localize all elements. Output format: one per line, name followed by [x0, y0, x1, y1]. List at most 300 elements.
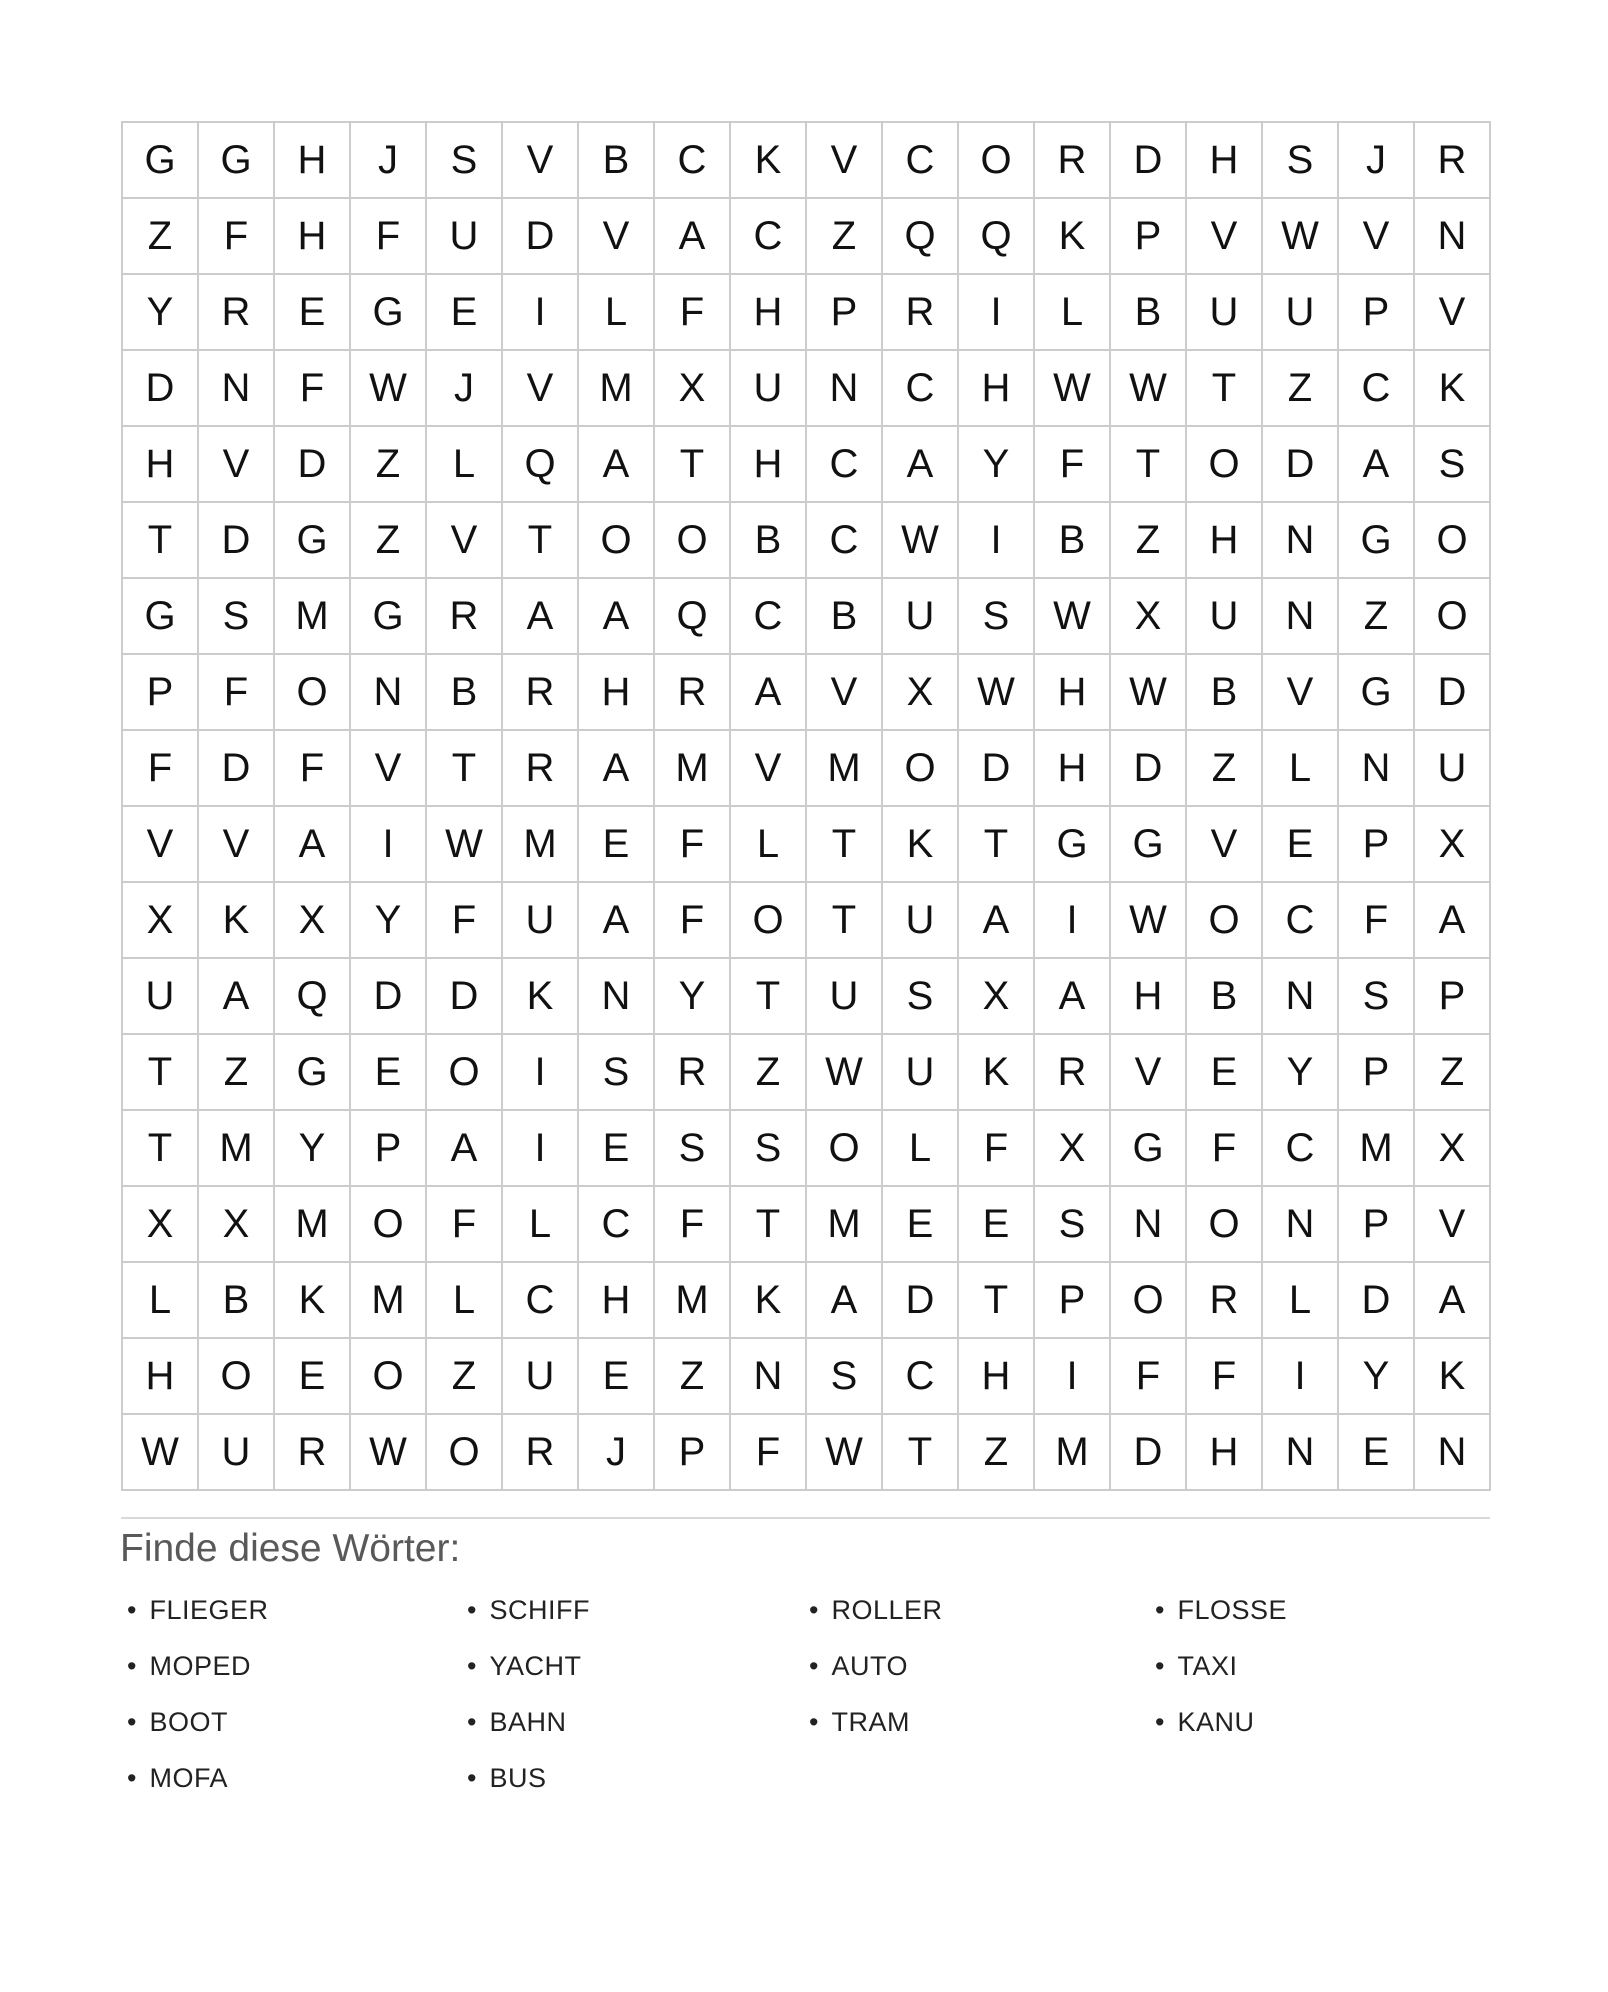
- grid-cell: D: [959, 731, 1035, 807]
- grid-cell: A: [731, 655, 807, 731]
- word-item: [1155, 1707, 1507, 1738]
- grid-cell: L: [883, 1111, 959, 1187]
- grid-cell: R: [1035, 1035, 1111, 1111]
- grid-cell: N: [579, 959, 655, 1035]
- grid-cell: A: [1415, 883, 1491, 959]
- grid-cell: R: [655, 655, 731, 731]
- grid-cell: L: [503, 1187, 579, 1263]
- grid-cell: V: [1415, 275, 1491, 351]
- grid-cell: K: [731, 1263, 807, 1339]
- grid-cell: W: [959, 655, 1035, 731]
- grid-cell: D: [1339, 1263, 1415, 1339]
- grid-cell: Z: [1187, 731, 1263, 807]
- grid-cell: T: [731, 1187, 807, 1263]
- bullet-icon: •: [127, 1594, 137, 1625]
- grid-cell: G: [351, 275, 427, 351]
- word-item: [467, 1707, 809, 1738]
- bullet-icon: •: [467, 1594, 477, 1625]
- grid-cell: T: [959, 1263, 1035, 1339]
- grid-cell: X: [199, 1187, 275, 1263]
- grid-cell: V: [503, 123, 579, 199]
- grid-cell: D: [199, 731, 275, 807]
- grid-cell: L: [1263, 731, 1339, 807]
- grid-cell: I: [503, 1111, 579, 1187]
- grid-cell: A: [579, 883, 655, 959]
- grid-cell: N: [1263, 1415, 1339, 1491]
- grid-cell: V: [199, 427, 275, 503]
- grid-cell: A: [275, 807, 351, 883]
- grid-cell: F: [655, 883, 731, 959]
- grid-cell: L: [427, 427, 503, 503]
- grid-cell: F: [731, 1415, 807, 1491]
- grid-cell: K: [959, 1035, 1035, 1111]
- grid-cell: V: [1187, 807, 1263, 883]
- grid-cell: V: [503, 351, 579, 427]
- grid-cell: T: [959, 807, 1035, 883]
- grid-cell: V: [427, 503, 503, 579]
- grid-cell: Z: [807, 199, 883, 275]
- grid-cell: B: [1187, 959, 1263, 1035]
- word-label: KANU: [1177, 1706, 1255, 1737]
- grid-cell: F: [1035, 427, 1111, 503]
- grid-cell: Q: [275, 959, 351, 1035]
- grid-cell: U: [503, 883, 579, 959]
- grid-cell: V: [123, 807, 199, 883]
- grid-cell: I: [503, 275, 579, 351]
- grid-cell: F: [427, 1187, 503, 1263]
- grid-cell: W: [1111, 655, 1187, 731]
- grid-cell: Y: [123, 275, 199, 351]
- bullet-icon: •: [127, 1706, 137, 1737]
- grid-cell: R: [1415, 123, 1491, 199]
- grid-cell: O: [351, 1187, 427, 1263]
- grid-cell: D: [1111, 123, 1187, 199]
- grid-cell: A: [427, 1111, 503, 1187]
- grid-cell: A: [655, 199, 731, 275]
- grid-cell: D: [1415, 655, 1491, 731]
- grid-cell: F: [427, 883, 503, 959]
- grid-cell: C: [503, 1263, 579, 1339]
- grid-cell: R: [503, 1415, 579, 1491]
- grid-cell: C: [883, 1339, 959, 1415]
- grid-cell: P: [1339, 275, 1415, 351]
- grid-cell: W: [1111, 883, 1187, 959]
- grid-cell: Z: [1111, 503, 1187, 579]
- grid-cell: G: [275, 503, 351, 579]
- bullet-icon: •: [467, 1706, 477, 1737]
- bullet-icon: •: [1155, 1650, 1165, 1681]
- grid-cell: S: [1415, 427, 1491, 503]
- grid-cell: F: [655, 1187, 731, 1263]
- grid-cell: M: [199, 1111, 275, 1187]
- grid-cell: G: [1339, 503, 1415, 579]
- bullet-icon: •: [127, 1762, 137, 1793]
- grid-cell: P: [807, 275, 883, 351]
- grid-cell: M: [275, 1187, 351, 1263]
- grid-cell: O: [883, 731, 959, 807]
- word-label: BOOT: [149, 1706, 228, 1737]
- grid-cell: C: [1263, 883, 1339, 959]
- word-label: FLIEGER: [149, 1594, 269, 1625]
- grid-cell: D: [275, 427, 351, 503]
- grid-cell: N: [1263, 503, 1339, 579]
- grid-cell: L: [427, 1263, 503, 1339]
- word-item: [809, 1595, 1155, 1626]
- grid-cell: T: [503, 503, 579, 579]
- grid-cell: R: [883, 275, 959, 351]
- bullet-icon: •: [467, 1762, 477, 1793]
- grid-cell: P: [1339, 1035, 1415, 1111]
- grid-cell: A: [959, 883, 1035, 959]
- grid-cell: I: [959, 503, 1035, 579]
- grid-cell: Y: [655, 959, 731, 1035]
- grid-cell: E: [427, 275, 503, 351]
- grid-cell: Y: [1339, 1339, 1415, 1415]
- grid-cell: U: [503, 1339, 579, 1415]
- grid-cell: I: [1035, 1339, 1111, 1415]
- bullet-icon: •: [809, 1594, 819, 1625]
- grid-cell: O: [1415, 503, 1491, 579]
- grid-cell: G: [123, 579, 199, 655]
- grid-cell: H: [1187, 503, 1263, 579]
- grid-cell: E: [275, 275, 351, 351]
- grid-cell: X: [655, 351, 731, 427]
- grid-cell: Q: [959, 199, 1035, 275]
- word-item: [809, 1651, 1155, 1682]
- word-label: ROLLER: [831, 1594, 943, 1625]
- grid-cell: J: [351, 123, 427, 199]
- grid-cell: B: [1187, 655, 1263, 731]
- grid-cell: H: [579, 655, 655, 731]
- grid-cell: E: [579, 1111, 655, 1187]
- word-label: BAHN: [489, 1706, 567, 1737]
- grid-cell: S: [655, 1111, 731, 1187]
- grid-cell: T: [731, 959, 807, 1035]
- grid-cell: C: [731, 199, 807, 275]
- grid-cell: F: [275, 351, 351, 427]
- word-label: BUS: [489, 1762, 547, 1793]
- grid-cell: E: [579, 807, 655, 883]
- grid-cell: Q: [883, 199, 959, 275]
- word-label: TRAM: [831, 1706, 910, 1737]
- grid-cell: H: [1035, 655, 1111, 731]
- grid-cell: P: [1035, 1263, 1111, 1339]
- grid-cell: O: [807, 1111, 883, 1187]
- grid-cell: U: [1263, 275, 1339, 351]
- grid-cell: F: [123, 731, 199, 807]
- grid-cell: T: [427, 731, 503, 807]
- grid-cell: V: [1339, 199, 1415, 275]
- grid-cell: I: [351, 807, 427, 883]
- grid-cell: H: [959, 1339, 1035, 1415]
- grid-cell: O: [1111, 1263, 1187, 1339]
- grid-cell: K: [883, 807, 959, 883]
- grid-cell: O: [1415, 579, 1491, 655]
- bullet-icon: •: [1155, 1594, 1165, 1625]
- grid-cell: K: [503, 959, 579, 1035]
- grid-cell: X: [1415, 1111, 1491, 1187]
- grid-cell: V: [731, 731, 807, 807]
- grid-cell: X: [123, 883, 199, 959]
- grid-cell: L: [1263, 1263, 1339, 1339]
- grid-cell: U: [883, 883, 959, 959]
- grid-cell: P: [1111, 199, 1187, 275]
- grid-cell: V: [351, 731, 427, 807]
- grid-cell: Y: [1263, 1035, 1339, 1111]
- grid-cell: A: [579, 427, 655, 503]
- grid-cell: C: [731, 579, 807, 655]
- grid-cell: F: [1187, 1339, 1263, 1415]
- grid-cell: R: [655, 1035, 731, 1111]
- grid-cell: Z: [199, 1035, 275, 1111]
- grid-cell: A: [1339, 427, 1415, 503]
- grid-cell: H: [579, 1263, 655, 1339]
- grid-cell: N: [199, 351, 275, 427]
- grid-cell: H: [1111, 959, 1187, 1035]
- grid-cell: U: [883, 1035, 959, 1111]
- grid-cell: V: [1111, 1035, 1187, 1111]
- grid-cell: D: [351, 959, 427, 1035]
- grid-cell: W: [1263, 199, 1339, 275]
- word-item: [127, 1707, 467, 1738]
- word-label: SCHIFF: [489, 1594, 590, 1625]
- grid-cell: F: [199, 199, 275, 275]
- grid-cell: B: [807, 579, 883, 655]
- grid-cell: M: [1339, 1111, 1415, 1187]
- word-item: [1155, 1595, 1507, 1626]
- grid-cell: Z: [351, 427, 427, 503]
- word-label: AUTO: [831, 1650, 908, 1681]
- grid-cell: D: [1111, 1415, 1187, 1491]
- grid-cell: H: [275, 199, 351, 275]
- grid-cell: B: [731, 503, 807, 579]
- word-item: [467, 1595, 809, 1626]
- grid-cell: S: [883, 959, 959, 1035]
- grid-cell: R: [503, 655, 579, 731]
- word-label: FLOSSE: [1177, 1594, 1287, 1625]
- grid-cell: S: [1035, 1187, 1111, 1263]
- puzzle-grid: [121, 121, 1491, 1491]
- grid-cell: D: [503, 199, 579, 275]
- grid-cell: L: [1035, 275, 1111, 351]
- grid-cell: T: [123, 503, 199, 579]
- grid-cell: M: [807, 731, 883, 807]
- grid-cell: O: [351, 1339, 427, 1415]
- grid-cell: B: [1111, 275, 1187, 351]
- grid-cell: C: [807, 503, 883, 579]
- grid-cell: F: [351, 199, 427, 275]
- grid-cell: H: [275, 123, 351, 199]
- grid-cell: U: [731, 351, 807, 427]
- grid-cell: E: [1339, 1415, 1415, 1491]
- grid-cell: M: [807, 1187, 883, 1263]
- grid-cell: K: [275, 1263, 351, 1339]
- grid-cell: P: [123, 655, 199, 731]
- word-item: [809, 1707, 1155, 1738]
- grid-cell: O: [959, 123, 1035, 199]
- grid-cell: V: [807, 123, 883, 199]
- grid-cell: V: [1263, 655, 1339, 731]
- bullet-icon: •: [1155, 1706, 1165, 1737]
- grid-cell: E: [351, 1035, 427, 1111]
- grid-cell: P: [1415, 959, 1491, 1035]
- grid-cell: F: [1187, 1111, 1263, 1187]
- grid-cell: B: [427, 655, 503, 731]
- grid-cell: N: [1415, 1415, 1491, 1491]
- grid-cell: S: [579, 1035, 655, 1111]
- word-item: [127, 1595, 467, 1626]
- grid-cell: G: [199, 123, 275, 199]
- grid-cell: S: [1339, 959, 1415, 1035]
- grid-cell: R: [503, 731, 579, 807]
- grid-cell: R: [1035, 123, 1111, 199]
- grid-cell: K: [1035, 199, 1111, 275]
- grid-cell: A: [199, 959, 275, 1035]
- grid-cell: P: [655, 1415, 731, 1491]
- grid-cell: Z: [123, 199, 199, 275]
- grid-cell: D: [1111, 731, 1187, 807]
- grid-cell: M: [503, 807, 579, 883]
- grid-cell: T: [123, 1111, 199, 1187]
- grid-cell: H: [959, 351, 1035, 427]
- grid-cell: V: [1187, 199, 1263, 275]
- grid-cell: Y: [275, 1111, 351, 1187]
- grid-cell: I: [503, 1035, 579, 1111]
- grid-cell: T: [807, 883, 883, 959]
- grid-cell: F: [959, 1111, 1035, 1187]
- divider: [121, 1517, 1490, 1519]
- grid-cell: O: [427, 1415, 503, 1491]
- grid-cell: D: [199, 503, 275, 579]
- grid-cell: A: [807, 1263, 883, 1339]
- word-label: MOFA: [149, 1762, 228, 1793]
- grid-cell: W: [1111, 351, 1187, 427]
- grid-cell: P: [351, 1111, 427, 1187]
- grid-cell: F: [655, 275, 731, 351]
- grid-cell: C: [807, 427, 883, 503]
- grid-cell: O: [199, 1339, 275, 1415]
- grid-cell: C: [883, 351, 959, 427]
- grid-cell: M: [351, 1263, 427, 1339]
- grid-cell: H: [123, 1339, 199, 1415]
- grid-cell: O: [579, 503, 655, 579]
- grid-cell: V: [807, 655, 883, 731]
- grid-cell: F: [1339, 883, 1415, 959]
- grid-cell: K: [731, 123, 807, 199]
- grid-cell: V: [1415, 1187, 1491, 1263]
- grid-cell: S: [199, 579, 275, 655]
- grid-cell: N: [351, 655, 427, 731]
- grid-cell: M: [655, 1263, 731, 1339]
- word-label: YACHT: [489, 1650, 582, 1681]
- grid-cell: J: [1339, 123, 1415, 199]
- grid-cell: G: [351, 579, 427, 655]
- grid-cell: Q: [503, 427, 579, 503]
- bullet-icon: •: [809, 1706, 819, 1737]
- grid-cell: W: [351, 351, 427, 427]
- grid-cell: U: [883, 579, 959, 655]
- grid-cell: L: [731, 807, 807, 883]
- grid-cell: X: [123, 1187, 199, 1263]
- grid-cell: K: [1415, 351, 1491, 427]
- word-item: [127, 1651, 467, 1682]
- grid-cell: W: [807, 1415, 883, 1491]
- grid-cell: W: [807, 1035, 883, 1111]
- grid-cell: X: [1111, 579, 1187, 655]
- grid-cell: T: [807, 807, 883, 883]
- grid-cell: C: [883, 123, 959, 199]
- grid-cell: G: [1339, 655, 1415, 731]
- grid-cell: I: [1035, 883, 1111, 959]
- grid-cell: Z: [959, 1415, 1035, 1491]
- grid-cell: O: [655, 503, 731, 579]
- grid-cell: S: [807, 1339, 883, 1415]
- grid-cell: L: [123, 1263, 199, 1339]
- bullet-icon: •: [127, 1650, 137, 1681]
- grid-cell: I: [1263, 1339, 1339, 1415]
- grid-cell: C: [579, 1187, 655, 1263]
- grid-cell: E: [579, 1339, 655, 1415]
- grid-cell: E: [1187, 1035, 1263, 1111]
- grid-cell: N: [1263, 1187, 1339, 1263]
- grid-cell: Q: [655, 579, 731, 655]
- grid-cell: H: [1187, 123, 1263, 199]
- grid-cell: H: [1187, 1415, 1263, 1491]
- grid-cell: F: [275, 731, 351, 807]
- grid-cell: E: [959, 1187, 1035, 1263]
- grid-cell: G: [1035, 807, 1111, 883]
- grid-cell: Z: [427, 1339, 503, 1415]
- grid-cell: A: [1415, 1263, 1491, 1339]
- grid-cell: U: [427, 199, 503, 275]
- grid-cell: V: [579, 199, 655, 275]
- grid-cell: P: [1339, 1187, 1415, 1263]
- grid-cell: O: [275, 655, 351, 731]
- grid-cell: W: [427, 807, 503, 883]
- grid-cell: D: [883, 1263, 959, 1339]
- grid-cell: S: [1263, 123, 1339, 199]
- grid-cell: X: [275, 883, 351, 959]
- grid-cell: W: [1035, 351, 1111, 427]
- grid-cell: R: [1187, 1263, 1263, 1339]
- grid-cell: U: [199, 1415, 275, 1491]
- word-item: [1155, 1651, 1507, 1682]
- grid-cell: X: [1415, 807, 1491, 883]
- grid-cell: C: [655, 123, 731, 199]
- word-item: [127, 1763, 467, 1794]
- grid-cell: D: [123, 351, 199, 427]
- grid-cell: H: [731, 275, 807, 351]
- grid-cell: A: [883, 427, 959, 503]
- grid-cell: N: [807, 351, 883, 427]
- grid-cell: X: [1035, 1111, 1111, 1187]
- grid-cell: E: [883, 1187, 959, 1263]
- grid-cell: N: [731, 1339, 807, 1415]
- grid-cell: C: [1263, 1111, 1339, 1187]
- grid-cell: J: [579, 1415, 655, 1491]
- grid-cell: N: [1111, 1187, 1187, 1263]
- grid-cell: U: [123, 959, 199, 1035]
- grid-cell: A: [503, 579, 579, 655]
- grid-cell: H: [731, 427, 807, 503]
- grid-cell: H: [1035, 731, 1111, 807]
- grid-cell: T: [1111, 427, 1187, 503]
- grid-cell: A: [579, 579, 655, 655]
- grid-cell: T: [1187, 351, 1263, 427]
- grid-cell: G: [275, 1035, 351, 1111]
- grid-cell: S: [427, 123, 503, 199]
- grid-cell: E: [1263, 807, 1339, 883]
